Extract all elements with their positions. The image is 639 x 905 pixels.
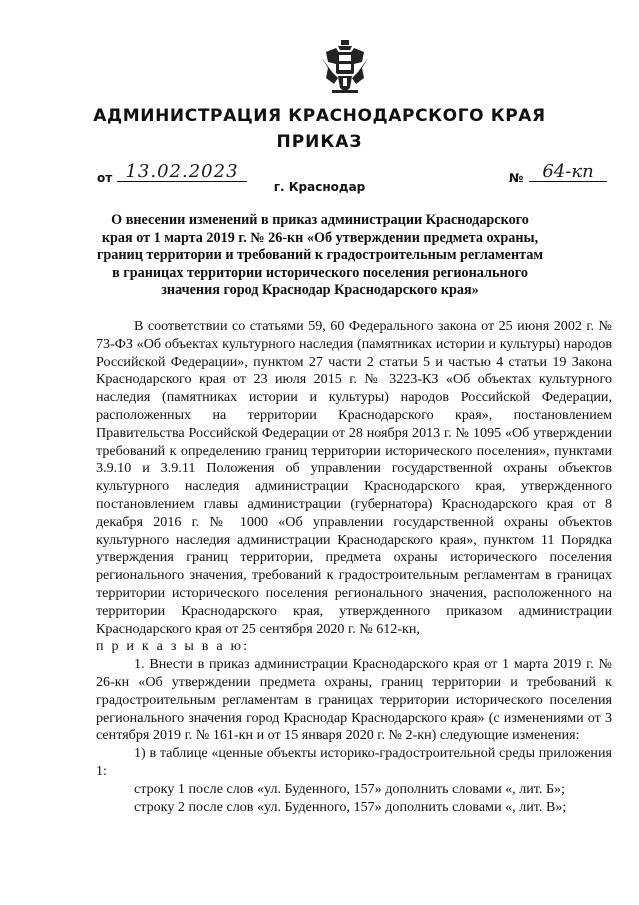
number-label: № [509, 171, 524, 185]
document-title: О внесении изменений в приказ администрации Краснодарского края от 1 марта 2019 г. № 26-кн «Об утверждении предмета охраны, границ территории и требований к градостроительным регламентам в границах территории исторического поселения регионального значения город Краснодар Краснодарского края» [96, 212, 544, 299]
line-1-paragraph: строку 1 после слов «ул. Буденного, 157» дополнить словами «, лит. Б»; [134, 780, 566, 797]
document-type: ПРИКАЗ [276, 132, 363, 152]
handwritten-number: 64-кп [529, 161, 607, 182]
document-body [96, 318, 612, 816]
krasnodar-coat-of-arms-icon [316, 38, 374, 96]
city-name: г. Краснодар [273, 180, 366, 194]
handwritten-date: 13.02.2023 [117, 161, 247, 182]
date-label: от [97, 171, 113, 185]
line-2-paragraph: строку 2 после слов «ул. Буденного, 157» дополнить словами «, лит. В»; [134, 798, 567, 815]
order-word: п р и к а з ы в а ю: [96, 638, 250, 655]
item-1-paragraph: 1. Внести в приказ администрации Краснодарского края от 1 марта 2019 г. № 26-кн «Об утверждении предмета охраны, границ территории и требований к градостроительным регламентам в границах территории исторического поселения регионального значения город Краснодар Краснодарского края» (с изменениями от 3 сентября 2019 г. № 161-кн и от 15 января 2020 г. № 2-кн) следующие изменения: [96, 656, 612, 744]
subitem-1-paragraph: 1) в таблице «ценные объекты историко-градостроительной среды приложения 1: [96, 745, 612, 779]
organization-name: АДМИНИСТРАЦИЯ КРАСНОДАРСКОГО КРАЯ [93, 106, 546, 126]
preamble-paragraph: В соответствии со статьями 59, 60 Федерального закона от 25 июня 2002 г. № 73-ФЗ «Об объектах культурного наследия (памятниках истории и культуры) народов Российской Федерации», пунктом 27 части 2 статьи 5 и частью 4 статьи 19 Закона Краснодарского края от 23 июля 2015 г. № 3223-КЗ «Об объектах культурного наследия (памятниках истории и культуры) народов Российской Федерации, расположенных на территории Краснодарского края», постановлением Правительства Российской Федерации от 28 ноября 2013 г. № 1095 «Об утверждении требований к определению границ территории исторического поселения», пунктами 3.9.10 и 3.9.11 Положения об управлении государственной охраны объектов культурного наследия администрации Краснодарского края, утвержденного постановлением главы администрации (губернатора) Краснодарского края от 8 декабря 2016 г. № 1000 «Об управлении государственной охраны объектов культурного наследия администрации Краснодарского края», пунктом 11 Порядка утверждения границ территории, предмета охраны исторического поселения регионального значения, требований к градостроительным регламентам в границах территории исторического поселения регионального значения, расположенного на территории Краснодарского края, утвержденного приказом администрации Краснодарского края от 25 сентября 2020 г. № 612-кн, [96, 318, 612, 637]
